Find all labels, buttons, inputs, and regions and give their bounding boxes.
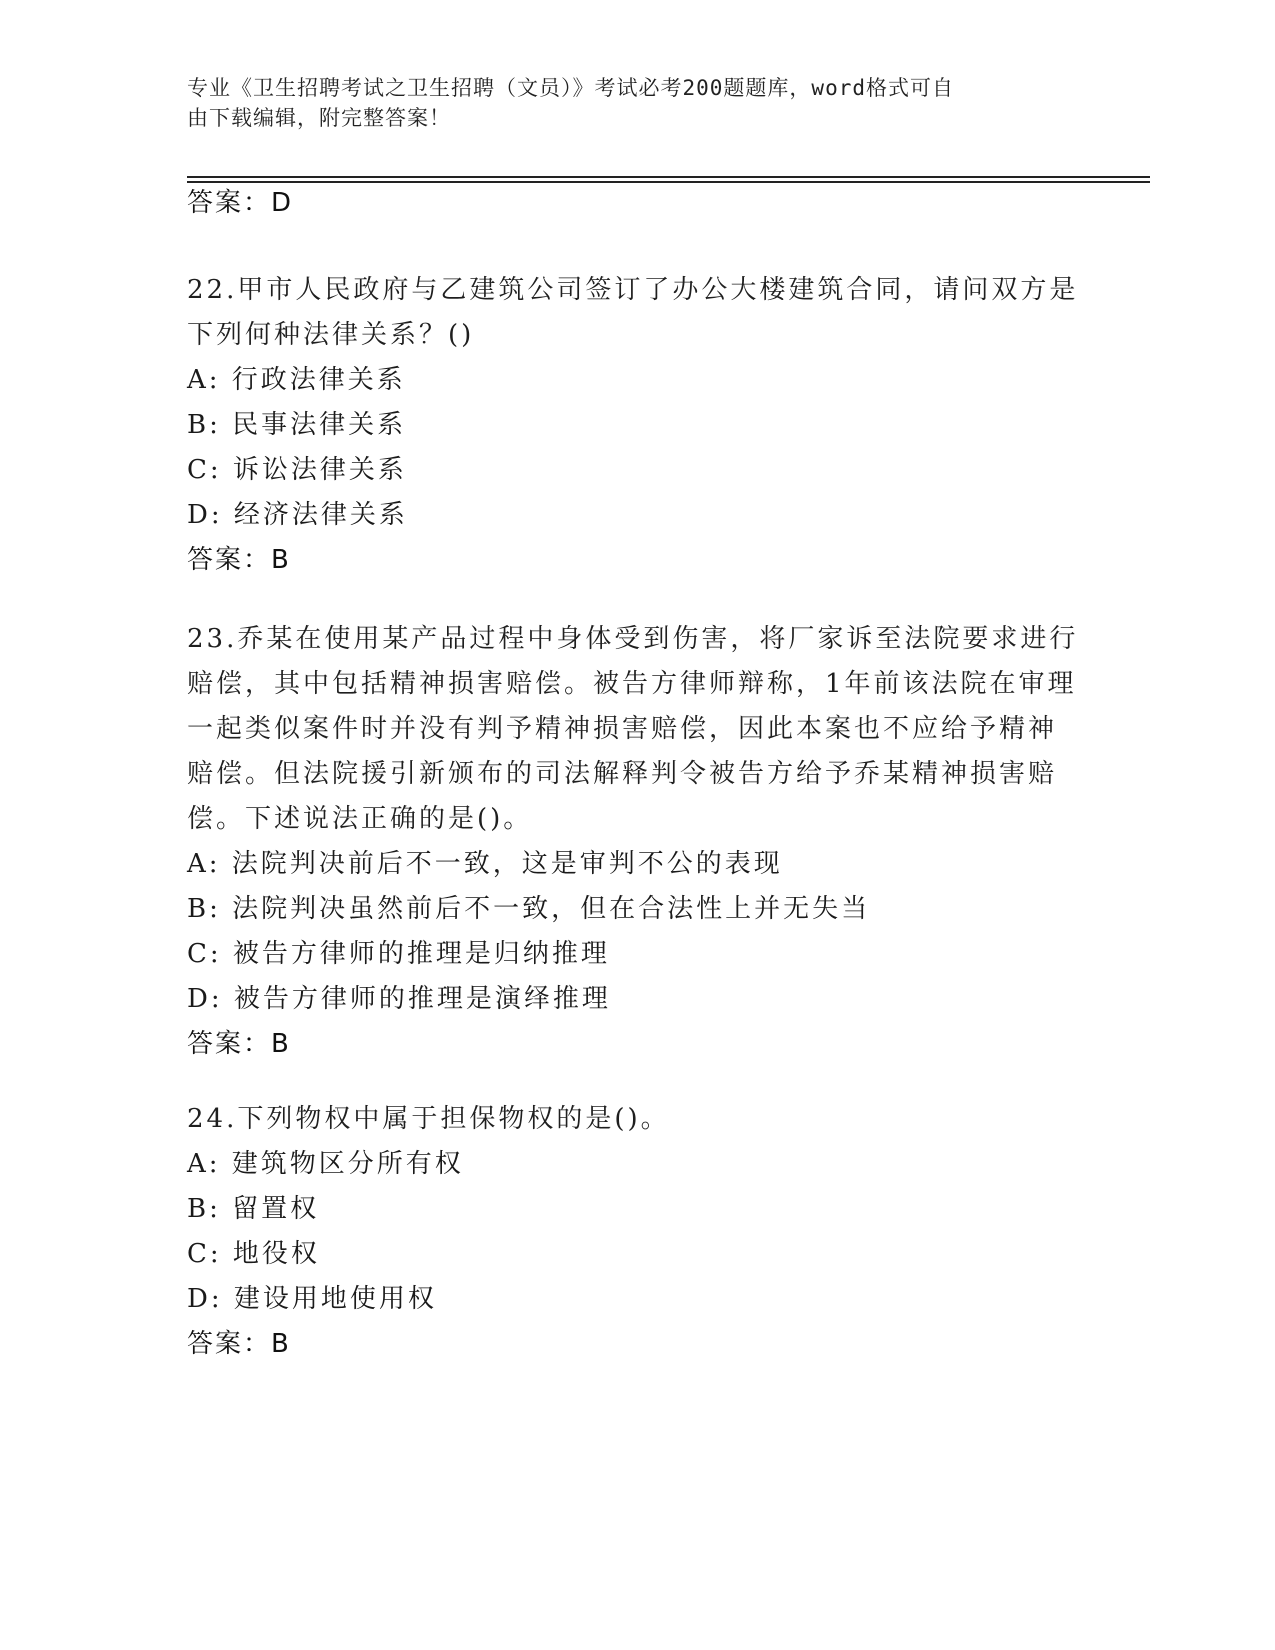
option-c: C: 地役权 bbox=[187, 1239, 320, 1269]
option-d: D: 建设用地使用权 bbox=[187, 1284, 437, 1314]
question-text-line: 赔偿。但法院援引新颁布的司法解释判令被告方给予乔某精神损害赔 bbox=[187, 759, 1058, 789]
option-d: D: 经济法律关系 bbox=[187, 500, 408, 530]
question-text-line: 23.乔某在使用某产品过程中身体受到伤害，将厂家诉至法院要求进行 bbox=[187, 624, 1079, 654]
header-line-1: 专业《卫生招聘考试之卫生招聘（文员）》考试必考200题题库，word格式可自 bbox=[187, 76, 954, 100]
question-text-line: 下列何种法律关系？() bbox=[187, 320, 475, 350]
option-a: A: 法院判决前后不一致，这是审判不公的表现 bbox=[187, 849, 783, 879]
previous-answer-block bbox=[187, 181, 1087, 226]
option-a: A: 建筑物区分所有权 bbox=[187, 1149, 464, 1179]
option-b: B: 法院判决虽然前后不一致，但在合法性上并无失当 bbox=[187, 894, 871, 924]
question-text-line: 赔偿，其中包括精神损害赔偿。被告方律师辩称，1年前该法院在审理 bbox=[187, 669, 1077, 699]
question-23 bbox=[187, 617, 1087, 1067]
option-d: D: 被告方律师的推理是演绎推理 bbox=[187, 984, 611, 1014]
header-line-2: 由下载编辑，附完整答案！ bbox=[187, 106, 451, 130]
option-a: A: 行政法律关系 bbox=[187, 365, 406, 395]
question-24 bbox=[187, 1097, 1087, 1367]
option-c: C: 被告方律师的推理是归纳推理 bbox=[187, 939, 610, 969]
question-text-line: 24.下列物权中属于担保物权的是()。 bbox=[187, 1104, 670, 1134]
option-b: B: 留置权 bbox=[187, 1194, 320, 1224]
answer-label: 答案：B bbox=[187, 1329, 291, 1359]
option-c: C: 诉讼法律关系 bbox=[187, 455, 407, 485]
answer-label: 答案：B bbox=[187, 545, 291, 575]
document-header bbox=[187, 73, 1067, 133]
question-text-line: 偿。下述说法正确的是()。 bbox=[187, 804, 533, 834]
question-22 bbox=[187, 268, 1087, 583]
answer-label: 答案：D bbox=[187, 188, 294, 218]
question-text-line: 22.甲市人民政府与乙建筑公司签订了办公大楼建筑合同，请问双方是 bbox=[187, 275, 1079, 305]
header-divider-top bbox=[187, 176, 1150, 178]
question-text-line: 一起类似案件时并没有判予精神损害赔偿，因此本案也不应给予精神 bbox=[187, 714, 1058, 744]
answer-label: 答案：B bbox=[187, 1029, 291, 1059]
option-b: B: 民事法律关系 bbox=[187, 410, 407, 440]
